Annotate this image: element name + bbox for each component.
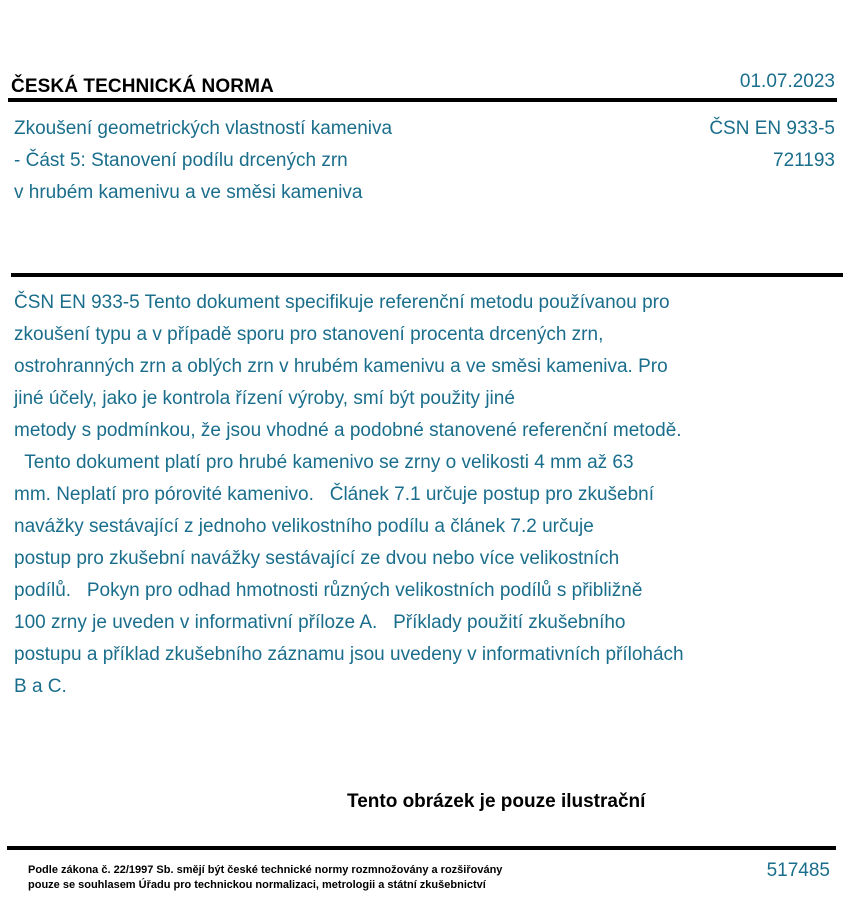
title-line: Zkoušení geometrických vlastností kameniva: [14, 118, 393, 139]
abstract-line: ostrohranných zrn a oblých zrn v hrubém kamenivu a ve směsi kameniva. Pro: [14, 356, 668, 377]
copyright-line: Podle zákona č. 22/1997 Sb. smějí být české technické normy rozmnožovány a rozšiřovány: [28, 864, 503, 876]
abstract-line: jiné účely, jako je kontrola řízení výroby, smí být použity jiné: [14, 388, 515, 409]
classification-number: 721193: [773, 150, 835, 171]
abstract-line: podílů. Pokyn pro odhad hmotnosti různých velikostních podílů s přibližně: [14, 580, 643, 601]
abstract-line: postup pro zkušební navážky sestávající ze dvou nebo více velikostních: [14, 548, 620, 569]
abstract-line: B a C.: [14, 676, 67, 697]
abstract-line: Tento dokument platí pro hrubé kamenivo se zrny o velikosti 4 mm až 63: [14, 452, 634, 473]
abstract-line: 100 zrny je uveden v informativní příloze A. Příklady použití zkušebního: [14, 612, 626, 633]
abstract-line: zkoušení typu a v případě sporu pro stanovení procenta drcených zrn,: [14, 324, 604, 345]
abstract-line: mm. Neplatí pro pórovité kamenivo. Článek 7.1 určuje postup pro zkušební: [14, 484, 654, 505]
header-divider: [8, 98, 837, 102]
copyright-notice: [28, 863, 502, 893]
title-line: - Část 5: Stanovení podílu drcených zrn: [14, 150, 348, 171]
illustration-note: Tento obrázek je pouze ilustrační: [347, 791, 646, 812]
standard-meta: [709, 113, 835, 177]
abstract-text: [14, 287, 784, 703]
standard-code: ČSN EN 933-5: [709, 118, 835, 139]
abstract-line: metody s podmínkou, že jsou vhodné a podobné stanovené referenční metodě.: [14, 420, 682, 441]
standard-title: [14, 113, 392, 209]
title-line: v hrubém kamenivu a ve směsi kameniva: [14, 182, 363, 203]
abstract-line: ČSN EN 933-5 Tento dokument specifikuje referenční metodu používanou pro: [14, 292, 670, 313]
copyright-line: pouze se souhlasem Úřadu pro technickou normalizaci, metrologii a státní zkušebnictví: [28, 879, 486, 891]
abstract-line: navážky sestávající z jednoho velikostního podílu a článek 7.2 určuje: [14, 516, 594, 537]
title-divider: [11, 273, 843, 277]
footer-divider: [7, 846, 836, 850]
abstract-line: postupu a příklad zkušebního záznamu jsou uvedeny v informativních přílohách: [14, 644, 684, 665]
document-type-heading: ČESKÁ TECHNICKÁ NORMA: [11, 76, 274, 97]
publication-date: 01.07.2023: [739, 71, 835, 92]
document-number: 517485: [766, 860, 830, 881]
